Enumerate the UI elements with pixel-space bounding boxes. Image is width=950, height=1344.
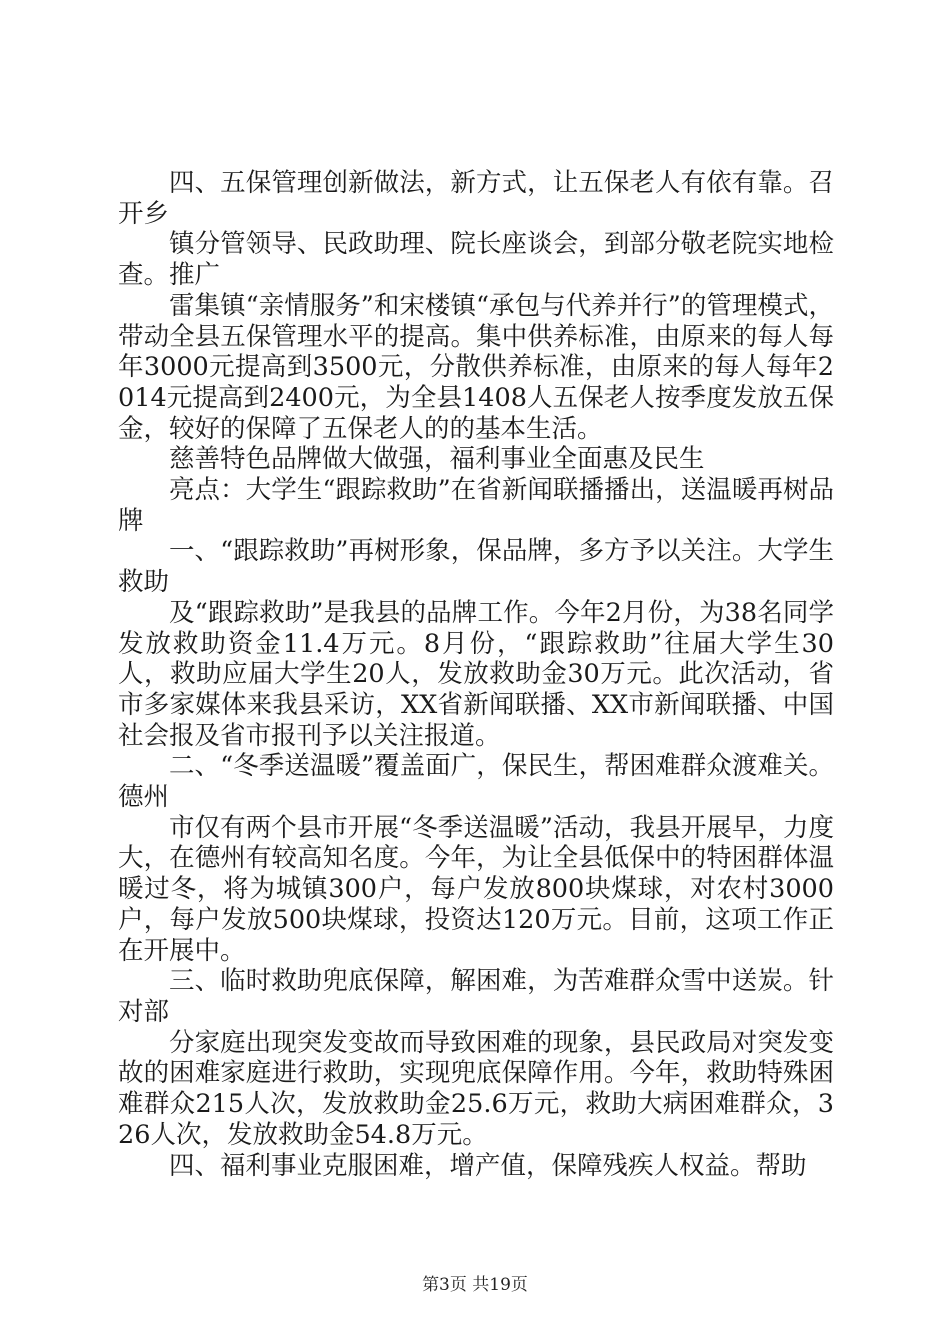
paragraph: 分家庭出现突发变故而导致困难的现象，县民政局对突发变故的困难家庭进行救助，实现兜底保障作用。今年，救助特殊困难群众215人次，发放救助金25.6万元，救助大病困难群众，326人次，发放救助金54.8万元。 [118,1027,834,1150]
paragraph: 一、“跟踪救助”再树形象，保品牌，多方予以关注。大学生救助 [118,536,834,598]
paragraph: 慈善特色品牌做大做强，福利事业全面惠及民生 [169,444,705,475]
paragraph: 镇分管领导、民政助理、院长座谈会，到部分敬老院实地检查。推广 [118,229,834,291]
paragraph: 二、“冬季送温暖”覆盖面广，保民生，帮困难群众渡难关。德州 [118,751,834,813]
paragraph: 四、福利事业克服困难，增产值，保障残疾人权益。帮助 [169,1150,807,1181]
page-footer: 第3页 共19页 [422,1275,528,1295]
paragraph: 四、五保管理创新做法，新方式，让五保老人有依有靠。召开乡 [118,168,834,229]
paragraph: 雷集镇“亲情服务”和宋楼镇“承包与代养并行”的管理模式，带动全县五保管理水平的提高。集中供养标准，由原来的每人每年3000元提高到3500元，分散供养标准，由原来的每人每年2014元提高到2400元，为全县1408人五保老人按季度发放五保金，较好的保障了五保老人的的基本生活。 [118,290,834,444]
paragraph: 三、临时救助兜底保障，解困难，为苦难群众雪中送炭。针对部 [118,966,834,1027]
paragraph: 及“跟踪救助”是我县的品牌工作。今年2月份，为38名同学发放救助资金11.4万元。8月份，“跟踪救助”往届大学生30人，救助应届大学生20人，发放救助金30万元。此次活动，省市多家媒体来我县采访，XX省新闻联播、XX市新闻联播、中国社会报及省市报刊予以关注报道。 [118,597,834,751]
paragraph: 亮点：大学生“跟踪救助”在省新闻联播播出，送温暖再树品牌 [118,475,834,536]
paragraph: 市仅有两个县市开展“冬季送温暖”活动，我县开展早，力度大，在德州有较高知名度。今年，为让全县低保中的特困群体温暖过冬，将为城镇300户，每户发放800块煤球，对农村3000户，每户发放500块煤球，投资达120万元。目前，这项工作正在开展中。 [118,812,834,966]
document-body [118,168,834,1181]
